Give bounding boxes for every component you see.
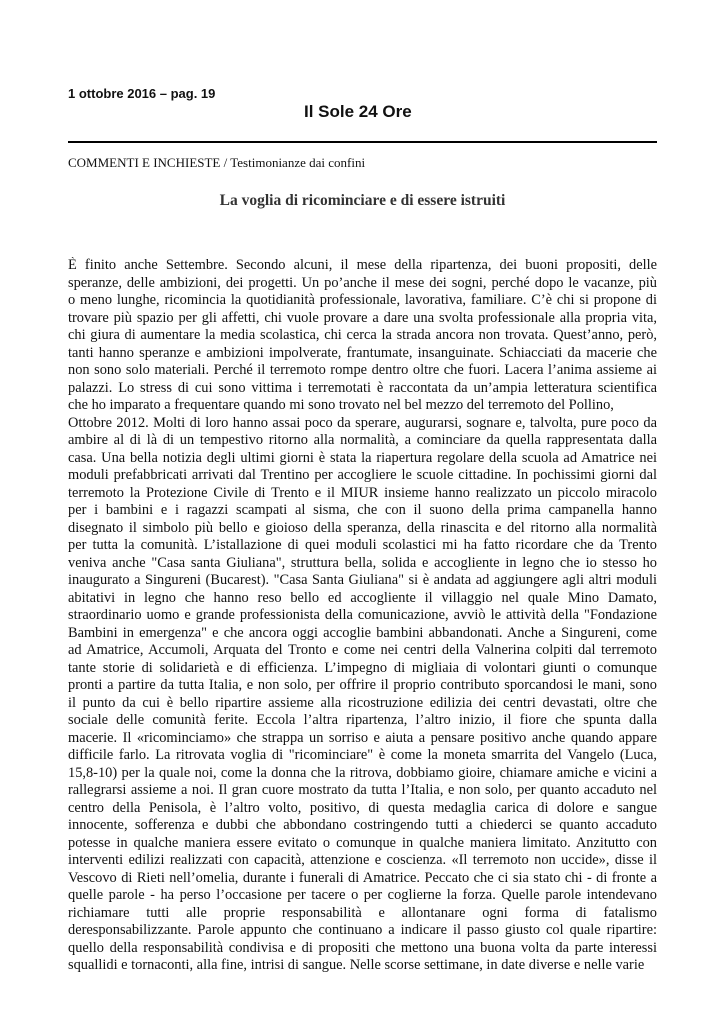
body-line: deresponsabilizzante. Parole appunto che continuano a indicare il passo giusto col quale ripartire: bbox=[68, 922, 657, 938]
body-line: che ho imparato a frequentare quando mi sono trovato nel bel mezzo del terremoto del Pollino, bbox=[68, 397, 614, 413]
body-line: Vescovo di Rieti nell’omelia, durante i funerali di Amatrice. Peccato che ci sia stato chi - di fronte a bbox=[68, 869, 657, 886]
body-line: inaugurato a Singureni (Bucarest). "Casa Santa Giuliana" si è andata ad aggiungere agli altri moduli bbox=[68, 572, 657, 588]
body-line: quello della responsabilità condivisa e di propositi che mettono una buona volta da parte interessi bbox=[68, 939, 657, 956]
body-line: È finito anche Settembre. Secondo alcuni, il mese della ripartenza, dei buoni propositi, delle bbox=[68, 257, 657, 273]
body-line: Ottobre 2012. Molti di loro hanno assai poco da sperare, augurarsi, sognare e, talvolta, pure poco da bbox=[68, 414, 657, 431]
body-line: tanti hanno speranze e ambizioni impolverate, frantumate, insanguinate. Schiacciati da macerie che bbox=[68, 344, 657, 361]
body-line: ad Amatrice, Accumoli, Arquata del Tronto e come nei centri della Valnerina colpiti dal terremoto bbox=[68, 642, 657, 658]
body-line: Bambini in emergenza" e che ancora oggi accoglie bambini abbandonati. Anche a Singureni, come bbox=[68, 624, 657, 641]
body-line: speranze, delle ambizioni, dei progetti. Un po’anche il mese dei sogni, perché dopo le vacanze, più bbox=[68, 274, 657, 291]
body-line: interventi edilizi realizzati con capacità, attenzione e coscienza. «Il terremoto non uccide», disse il bbox=[68, 852, 657, 868]
body-line: o meno lunghe, ricomincia la quotidianità professionale, lavorativa, familiare. C’è chi si propone di bbox=[68, 292, 657, 308]
body-line: ambire al di là di un tempestivo ritorno alla normalità, a cominciare da quella rappresentata dalla bbox=[68, 432, 657, 448]
body-line: non sono solo materiali. Perché il terremoto rompe dentro oltre che fuori. Lacera l’anima assieme ai bbox=[68, 362, 657, 378]
body-line: macerie. Il «ricominciamo» che strappa un sorriso e aiuta a pensare positivo anche quando appare bbox=[68, 729, 657, 746]
body-line: per tutta la comunità. L’istallazione di quei moduli scolastici mi ha fatto ricordare che da Trento bbox=[68, 537, 657, 553]
body-line: tante storie di solidarietà e di efficienza. L’impegno di migliaia di volontari giunti o comunque bbox=[68, 659, 657, 676]
body-line: chi giura di aumentare la media scolastica, chi cerca la strada ancora non trovata. Quest’anno, però, bbox=[68, 327, 657, 343]
body-line: innocente, sofferenza e dubbi che abbondano costringendo tutti a chiederci se quanto accaduto bbox=[68, 817, 657, 833]
article-body bbox=[68, 257, 657, 975]
body-line: richiamare tutti alle proprie responsabilità e allontanare ogni forma di fatalismo bbox=[68, 904, 657, 921]
body-line: terremoto la Protezione Civile di Trento e il MIUR insieme hanno realizzato un piccolo miracolo bbox=[68, 484, 657, 501]
article-headline: La voglia di ricominciare e di essere istruiti bbox=[219, 192, 506, 209]
publication-date: 1 ottobre 2016 – pag. 19 bbox=[68, 86, 216, 101]
body-line: rallegrarsi assieme a noi. Il gran cuore mostrato da tutta l’Italia, e non solo, per quanto accaduto nel bbox=[68, 782, 657, 798]
body-line: sociale delle comunità ferite. Eccola l’altra ripartenza, l’altro inizio, il fiore che spunta dalla bbox=[68, 712, 657, 728]
body-line: potesse in qualche maniera essere evitato o comunque in qualche maniera limitato. Anzitutto con bbox=[68, 834, 657, 851]
section-label: COMMENTI E INCHIESTE / Testimonianze dai confini bbox=[68, 155, 366, 170]
body-line: pronti a partire da tutta Italia, e non solo, per offrire il proprio contributo sporcandosi le mani, sono bbox=[68, 677, 657, 693]
body-line: palazzi. Lo stress di cui sono vittima i terremotati è raccontata da un’ampia letteratura scientifica bbox=[68, 379, 657, 396]
body-line: quelle parole - ha perso l’occasione per tacere o per coglierne la forza. Quelle parole intendevano bbox=[68, 887, 657, 903]
header-divider bbox=[68, 141, 657, 143]
body-line: 15,8-10) per la quale noi, come la donna che la ritrova, dobbiamo gioire, chiamare amiche e vicini a bbox=[68, 764, 657, 781]
body-line: veniva anche "Casa santa Giuliana", struttura bella, solida e accogliente in legno che io stesso ho bbox=[68, 554, 657, 571]
body-line: difficile farlo. La ritrovata voglia di "ricominciare" è come la moneta smarrita del Vangelo (Luca, bbox=[68, 747, 657, 763]
body-line: per i bambini e i ragazzi scampati al sisma, che con il suono della prima campanella hanno bbox=[68, 502, 657, 518]
body-line: il punto da cui è bello ripartire assieme alla ricostruzione edilizia dei centri devastati, oltre che bbox=[68, 694, 657, 711]
body-line: straordinario uomo e grande professionista della comunicazione, avviò le attività della "Fondazione bbox=[68, 607, 657, 623]
body-line: abitativi in legno che hanno reso bello ed accogliente il villaggio nel quale Mino Damato, bbox=[68, 589, 657, 606]
body-line: squallidi e tornaconti, alla fine, intrisi di sangue. Nelle scorse settimane, in date diverse e nelle varie bbox=[68, 957, 645, 973]
body-line: centro della Penisola, è l’altro volto, positivo, di questa medaglia carica di dolore e sangue bbox=[68, 799, 657, 816]
body-line: moduli prefabbricati arrivati dal Trentino per accogliere le scuole cittadine. In pochissimi giorni dal bbox=[68, 467, 657, 483]
newspaper-name: Il Sole 24 Ore bbox=[304, 102, 412, 121]
body-line: trovare più spazio per gli affetti, chi vuole provare a dare una svolta professionale alla propria vita, bbox=[68, 309, 657, 326]
body-line: casa. Una bella notizia degli ultimi giorni è stata la riapertura regolare della scuola ad Amatrice nei bbox=[68, 449, 657, 466]
body-line: disegnato il simbolo più bello e gioioso della speranza, della rinascita e del ritorno alla normalità bbox=[68, 519, 657, 536]
